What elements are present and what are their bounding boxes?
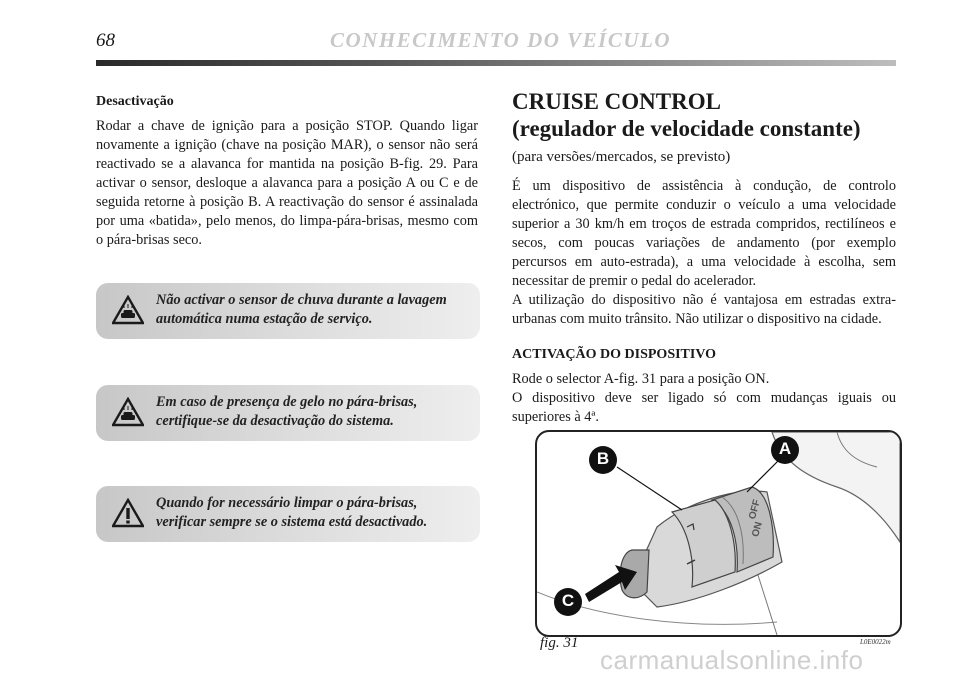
figure-31 bbox=[535, 430, 902, 637]
warning-box-1 bbox=[96, 283, 480, 339]
page-number: 68 bbox=[96, 30, 115, 51]
label-c: C bbox=[561, 591, 575, 610]
cruise-subtitle: (para versões/mercados, se previsto) bbox=[512, 149, 731, 165]
warning-box-2 bbox=[96, 385, 480, 441]
activation-paragraph-1: Rode o selector A-fig. 31 para a posição ON. bbox=[512, 371, 770, 387]
left-column bbox=[96, 92, 478, 250]
deactivation-paragraph: Rodar a chave de ignição para a posição STOP. Quando ligar novamente a ignição (chave na posição MAR), o sensor não será reactivado se a alavanca for mantida na posição B-fig. 29. Para activar o sensor, desloque a alavanca para a posição A ou C e de seguida retorne à posição B. A reactivação do sensor é assinalada por uma «batida», pelo menos, do limpa-pára-brisas, mesmo com o pára-brisas seco. bbox=[96, 118, 478, 248]
cruise-title-line1: CRUISE CONTROL bbox=[512, 89, 721, 114]
cruise-paragraph-1: É um dispositivo de assistência à condução, de controlo electrónico, que permite conduzir o veículo a uma velocidade superior a 30 km/h em troços de estrada compridos, rectilíneos e secos, com poucas variações de andamento (por exemplo percursos em auto-estrada), a uma velocidade à escolha, sem necessitar de premir o pedal do acelerador. bbox=[512, 178, 896, 289]
cruise-lever-illustration bbox=[537, 432, 900, 635]
activation-paragraph-2: O dispositivo deve ser ligado só com mudanças iguais ou superiores à 4ª. bbox=[512, 390, 896, 425]
switch-off-text: OFF bbox=[747, 498, 763, 521]
cruise-title-line2: (regulador de velocidade constante) bbox=[512, 116, 861, 141]
figure-caption: fig. 31 bbox=[540, 635, 579, 651]
activation-heading: ACTIVAÇÃO DO DISPOSITIVO bbox=[512, 347, 717, 362]
right-column bbox=[512, 88, 896, 427]
deactivation-heading: Desactivação bbox=[96, 94, 174, 109]
car-wash-warning-icon bbox=[112, 295, 144, 325]
warning-box-3 bbox=[96, 486, 480, 542]
warning-text-3: Quando for necessário limpar o pára-brisas, verificar sempre se o sistema está desactivado. bbox=[156, 495, 428, 530]
section-title: CONHECIMENTO DO VEÍCULO bbox=[330, 28, 671, 52]
label-a: A bbox=[778, 439, 792, 458]
warning-text-1: Não activar o sensor de chuva durante a lavagem automática numa estação de serviço. bbox=[156, 292, 447, 327]
car-wash-warning-icon bbox=[112, 397, 144, 427]
watermark: carmanualsonline.info bbox=[600, 645, 864, 675]
figure-code: L0E0022m bbox=[860, 638, 891, 646]
cruise-paragraph-2: A utilização do dispositivo não é vantajosa em estradas extra-urbanas com muito trânsito. Não utilizar o dispositivo na cidade. bbox=[512, 292, 896, 327]
label-b: B bbox=[596, 449, 610, 468]
switch-on-text: ON bbox=[750, 520, 765, 539]
warning-text-2: Em caso de presença de gelo no pára-brisas, certifique-se da desactivação do sistema. bbox=[156, 394, 418, 429]
header-rule bbox=[96, 60, 896, 66]
exclamation-warning-icon bbox=[112, 498, 144, 528]
